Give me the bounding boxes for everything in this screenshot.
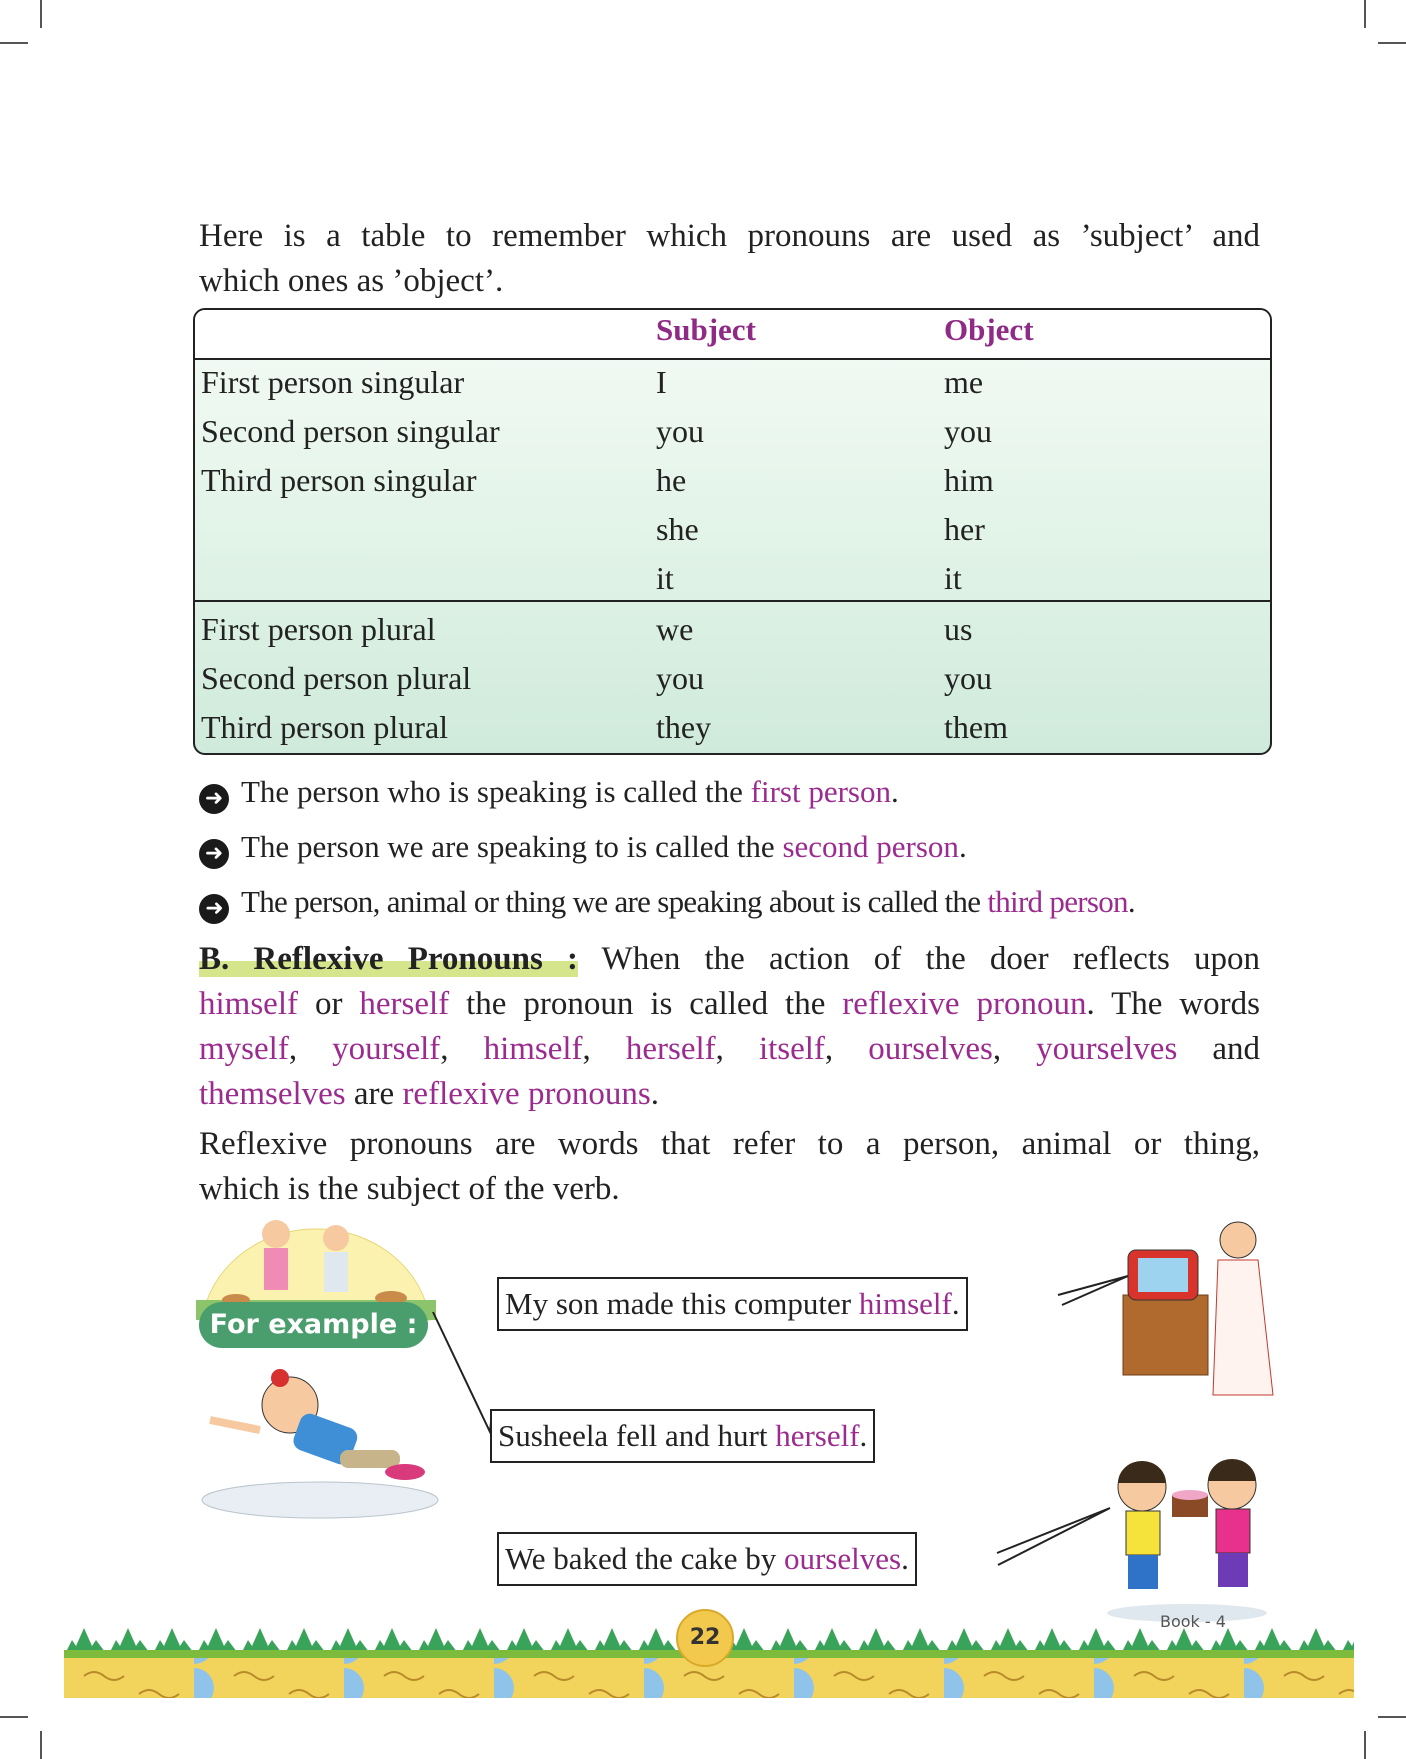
for-example-badge: For example : [199, 1302, 428, 1348]
subject-cell: I [656, 364, 667, 400]
text: the pronoun is called the [466, 986, 826, 1022]
example-callout-cake [497, 1532, 917, 1586]
term: himself [483, 1031, 583, 1067]
text: . The words [1086, 986, 1261, 1022]
bullet-end: . [958, 829, 967, 864]
callout-end: . [951, 1286, 960, 1321]
subject-cell: we [656, 611, 694, 647]
callout-text: We baked the cake by [505, 1541, 784, 1576]
arrow-icon: ➜ [199, 839, 229, 869]
arrow-icon: ➜ [199, 894, 229, 924]
person-cell: Second person plural [201, 660, 472, 696]
person-cell: Third person plural [201, 709, 449, 745]
term: himself [199, 986, 298, 1022]
term: ourselves [868, 1031, 993, 1067]
callout-term: herself [775, 1418, 860, 1453]
subject-cell: they [656, 709, 712, 745]
text: and [1212, 1031, 1260, 1067]
section-heading: B. Reflexive Pronouns : [199, 941, 578, 977]
object-cell: them [944, 709, 1008, 745]
reflexive-paragraph: B. Reflexive Pronouns : When the action of the doer reflects upon himself or herself the pronoun is called the reflexive pronoun. The words myself, yourself, himself, herself, itself, ourselves, yourselves and themselves are reflexive pronouns. Reflexive pronouns are words that refer to a person, animal or thing, which is the subject of the verb. [199, 937, 1260, 1212]
example-callout-computer [497, 1277, 968, 1331]
callout-end: . [859, 1418, 868, 1453]
arrow-icon: ➜ [199, 784, 229, 814]
page-number: 22 [676, 1609, 734, 1667]
bullet-term: third person [987, 884, 1128, 919]
person-cell: First person singular [201, 364, 465, 400]
subject-cell: you [656, 413, 704, 449]
subject-cell: he [656, 462, 687, 498]
callout-term: himself [858, 1286, 952, 1321]
book-label: Book - 4 [1160, 1612, 1226, 1631]
subject-cell: it [656, 560, 674, 596]
object-cell: you [944, 413, 992, 449]
text: are [353, 1076, 395, 1112]
object-cell: me [944, 364, 984, 400]
term: yourselves [1036, 1031, 1178, 1067]
object-cell: her [944, 511, 985, 547]
bullet-text: The person who is speaking is called the [241, 774, 751, 809]
subject-header: Subject [656, 312, 756, 347]
person-cell: First person plural [201, 611, 436, 647]
bullet-term: second person [782, 829, 959, 864]
callout-term: ourselves [783, 1541, 902, 1576]
term: myself [199, 1031, 289, 1067]
callout-text: Susheela fell and hurt [498, 1418, 776, 1453]
term: herself [359, 986, 450, 1022]
bullet-text: The person, animal or thing we are speaking about is called the [241, 884, 988, 919]
subject-cell: she [656, 511, 699, 547]
object-cell: us [944, 611, 973, 647]
bullet-text: The person we are speaking to is called the [241, 829, 783, 864]
term: yourself [332, 1031, 441, 1067]
term: itself [758, 1031, 825, 1067]
text: When the action of the doer reflects upon [601, 941, 1260, 977]
intro-line-1: Here is a table to remember which pronouns are used as ’subject’ and [199, 218, 1260, 254]
example-callout-fell [490, 1409, 875, 1463]
object-header: Object [944, 312, 1034, 347]
object-cell: you [944, 660, 992, 696]
definition-line-2: which is the subject of the verb. [199, 1171, 620, 1207]
object-cell: it [944, 560, 962, 596]
person-cell: Second person singular [201, 413, 500, 449]
bullet-end: . [891, 774, 899, 809]
object-cell: him [944, 462, 994, 498]
intro-line-2: which ones as ’object’. [199, 263, 504, 299]
bullet-end: . [1127, 884, 1135, 919]
callout-end: . [901, 1541, 909, 1576]
person-cell: Third person singular [201, 462, 477, 498]
text: or [314, 986, 343, 1022]
definition-line-1: Reflexive pronouns are words that refer to a person, animal or thing, [199, 1126, 1260, 1162]
term: herself [625, 1031, 716, 1067]
bullet-term: first person [750, 774, 891, 809]
term: reflexive pronouns [402, 1076, 651, 1112]
callout-text: My son made this computer [505, 1286, 859, 1321]
term: themselves [199, 1076, 346, 1112]
subject-cell: you [656, 660, 704, 696]
term: reflexive pronoun [842, 986, 1087, 1022]
